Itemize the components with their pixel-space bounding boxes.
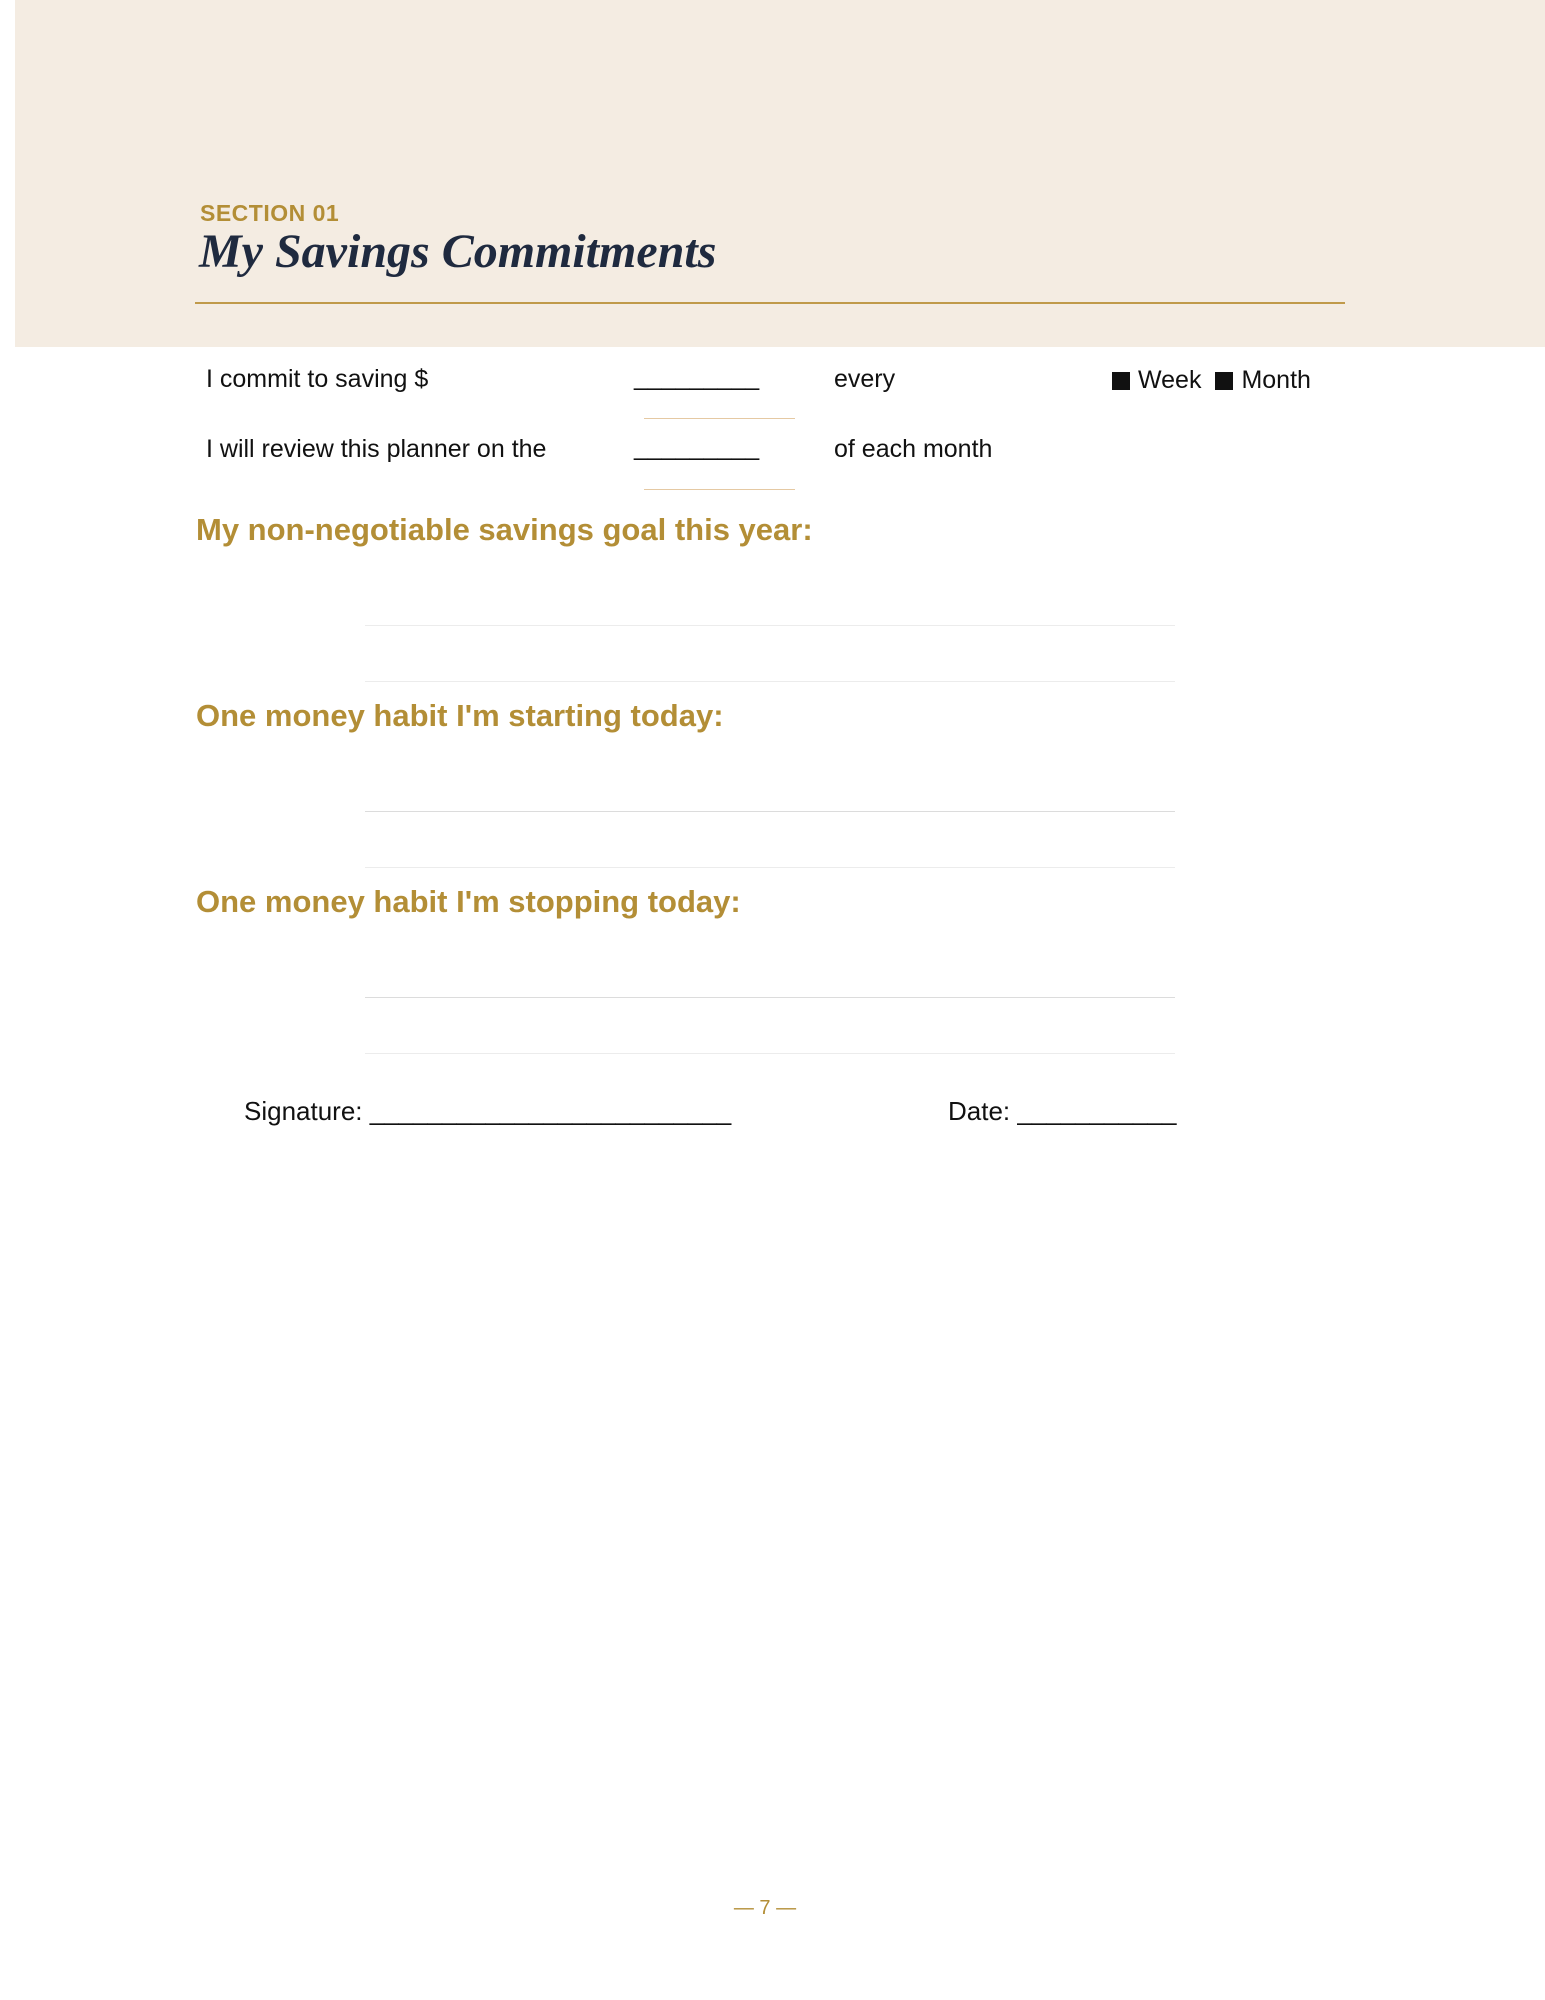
frequency-options [1112,366,1325,395]
section-label: SECTION 01 [200,200,340,226]
option-week[interactable] [1112,366,1201,395]
signature-field[interactable]: Signature: _________________________ [244,1096,732,1126]
week-label: Week [1138,366,1202,394]
savings-goal-prompt: My non-negotiable savings goal this year: [196,512,813,547]
saving-amount-blank[interactable]: _________ [634,363,760,391]
page-number: — 7 — [733,1897,797,1919]
each-month-label: of each month [834,435,993,463]
savings-goal-line-2[interactable] [365,681,1175,682]
month-label: Month [1241,366,1311,394]
date-field[interactable]: Date: ___________ [948,1096,1177,1126]
habit-starting-line-2[interactable] [365,867,1175,868]
habit-stopping-line-2[interactable] [365,1053,1175,1054]
habit-starting-line-1[interactable] [365,811,1175,812]
title-divider [195,302,1345,304]
saving-amount-underline [644,418,795,419]
savings-goal-line-1[interactable] [365,625,1175,626]
review-day-underline [644,489,795,490]
commit-saving-label: I commit to saving $ [206,365,429,393]
habit-stopping-prompt: One money habit I'm stopping today: [196,884,741,919]
habit-starting-prompt: One money habit I'm starting today: [196,698,724,733]
review-day-blank[interactable]: _________ [634,433,760,461]
header-band [15,0,1545,347]
every-label: every [834,365,896,393]
month-checkbox[interactable] [1215,372,1233,390]
page-title: My Savings Commitments [199,225,717,278]
option-month[interactable] [1215,366,1310,395]
habit-stopping-line-1[interactable] [365,997,1175,998]
review-planner-label: I will review this planner on the [206,435,547,463]
week-checkbox[interactable] [1112,372,1130,390]
